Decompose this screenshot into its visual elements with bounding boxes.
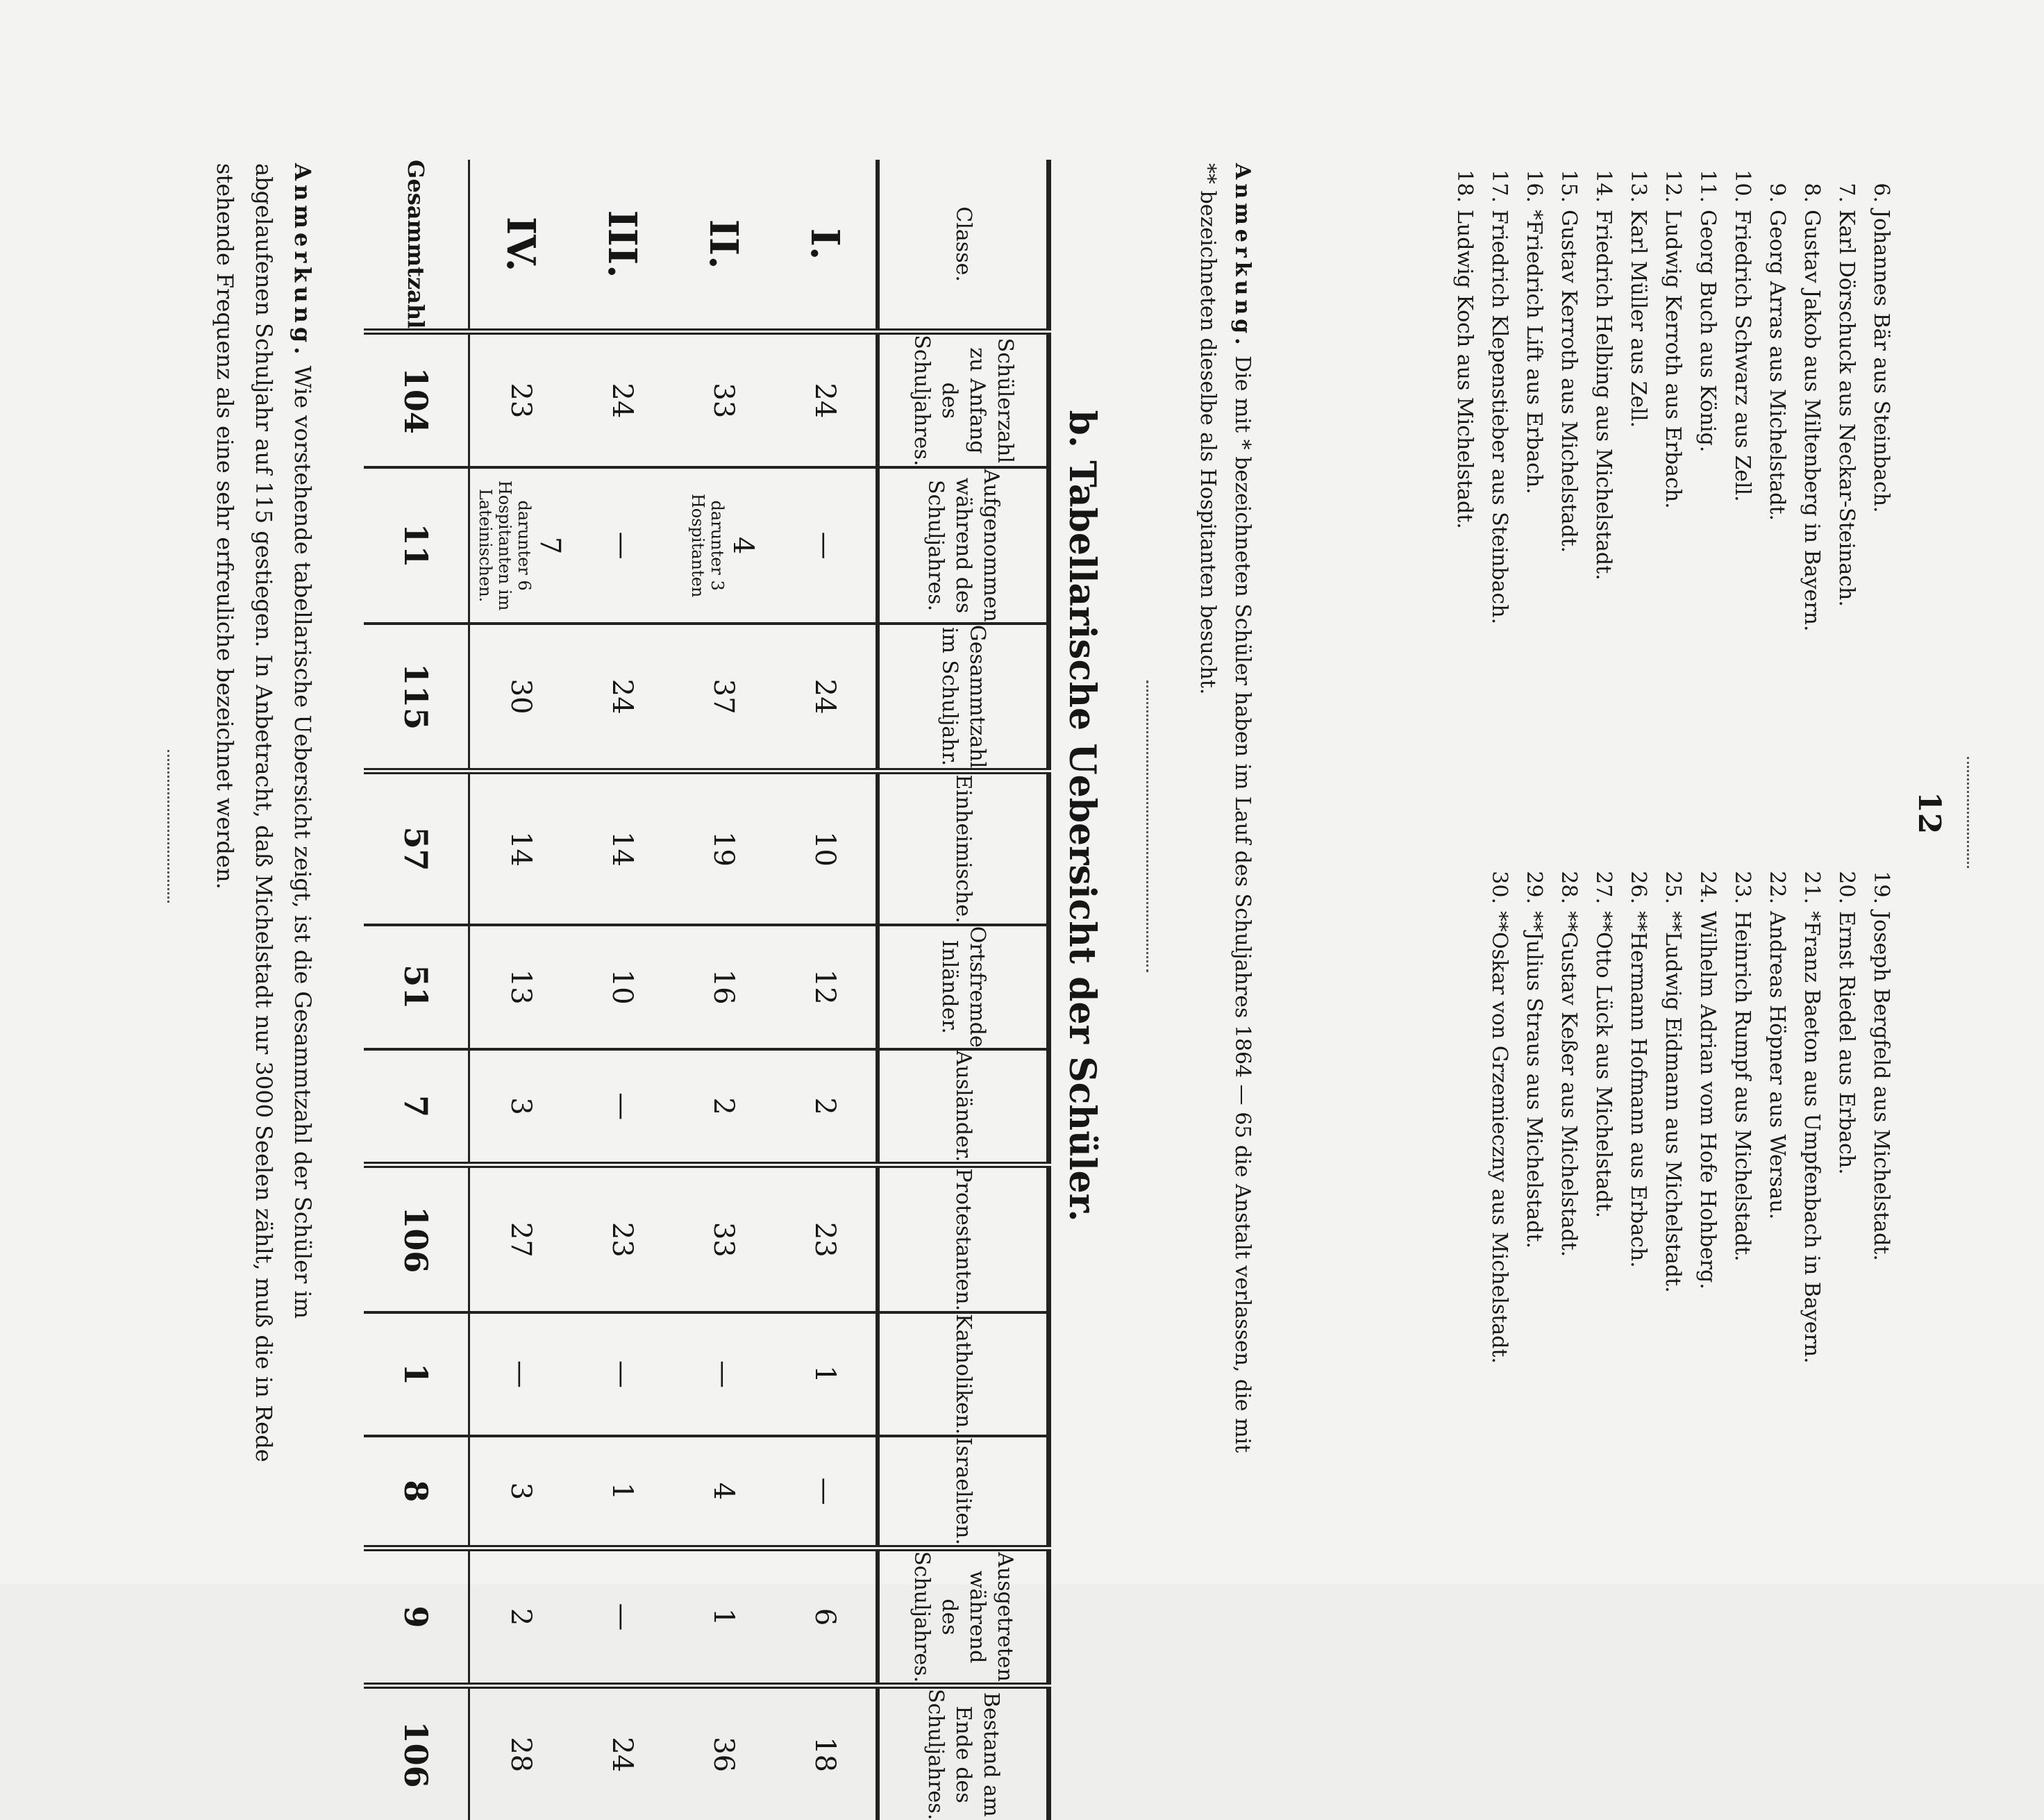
cell-israeliten: 4 — [673, 1436, 774, 1548]
cell-gesammt: 30 — [469, 624, 572, 771]
cell-total-katholiken: 1 — [364, 1312, 469, 1436]
annotation-text: Wie vorstehende tabellarische Uebersicht zeigt, ist die Gesammtzahl der Schüler im abgelaufenen Schuljahr auf 115 gestiegen. In Anbetracht, daß Michelstadt nur 3000 Seelen zählt, muß die in Rede stehende Frequenz als eine sehr erfreuliche bezeichnet werden. — [212, 163, 316, 1462]
cell-katholiken: 1 — [774, 1312, 878, 1436]
list-item: 30.**Oskar von Grzemieczny aus Michelstadt. — [1487, 871, 1511, 1364]
list-item: 27.**Otto Lück aus Michelstadt. — [1591, 871, 1616, 1219]
col-header-bestand: Bestand am Ende des Schuljahres. — [878, 1686, 1049, 1820]
cell-total-inlaender: 51 — [364, 925, 469, 1049]
col-header-anfang: Schülerzahl zu Anfang des Schuljahres. — [878, 332, 1049, 468]
separator-rule — [1146, 681, 1148, 972]
cell-total-ausgetreten: 9 — [364, 1548, 469, 1685]
cell-anfang: 23 — [469, 332, 572, 468]
list-item: 24.Wilhelm Adrian vom Hofe Hohberg. — [1695, 871, 1720, 1289]
table-total-row — [364, 160, 469, 1820]
cell-total-gesammt: 115 — [364, 624, 469, 771]
page-number-rule — [1967, 757, 1969, 868]
col-header-auslaender: Ausländer. — [878, 1049, 1049, 1165]
names-list-left — [1447, 167, 1898, 632]
list-item: 16.*Friedrich Lift aus Erbach. — [1522, 169, 1546, 494]
list-item: 11.Georg Buch aus König. — [1695, 169, 1720, 453]
cell-total-protestanten: 106 — [364, 1165, 469, 1312]
cell-protestanten: 27 — [469, 1165, 572, 1312]
cell-bestand: 36 — [673, 1686, 774, 1820]
cell-inlaender: 16 — [673, 925, 774, 1049]
cell-ausgetreten: 2 — [469, 1548, 572, 1685]
annotation-label: Anmerkung. — [1230, 163, 1255, 349]
cell-aufgenommen: — — [571, 467, 673, 623]
list-item: 9.Georg Arras aus Michelstadt. — [1765, 183, 1789, 521]
table-title: b. Tabellarische Uebersicht der Schüler. — [1061, 410, 1103, 1222]
list-item: 10.Friedrich Schwarz aus Zell. — [1730, 169, 1754, 502]
list-item: 7.Karl Dörschuck aus Neckar-Steinach. — [1834, 183, 1859, 607]
cell-katholiken: — — [469, 1312, 572, 1436]
list-item: 29.**Julius Straus aus Michelstadt. — [1522, 871, 1546, 1249]
cell-einheimische: 14 — [571, 771, 673, 925]
cell-bestand: 18 — [774, 1686, 878, 1820]
cell-total-anfang: 104 — [364, 332, 469, 468]
col-header-classe: Classe. — [878, 160, 1049, 332]
list-item: 23.Heinrich Rumpf aus Michelstadt. — [1730, 871, 1754, 1262]
list-item: 13.Karl Müller aus Zell. — [1626, 169, 1650, 428]
cell-anfang: 24 — [774, 332, 878, 468]
list-item: 12.Ludwig Kerroth aus Erbach. — [1661, 169, 1685, 509]
list-item: 19.Joseph Bergfeld aus Michelstadt. — [1869, 871, 1893, 1261]
table-row — [469, 160, 572, 1820]
col-header-katholiken: Katholiken. — [878, 1312, 1049, 1436]
cell-protestanten: 33 — [673, 1165, 774, 1312]
table-row — [571, 160, 673, 1820]
table-header-row — [878, 160, 1049, 1820]
cell-auslaender: 2 — [673, 1049, 774, 1165]
list-item: 26.**Hermann Hofmann aus Erbach. — [1626, 871, 1650, 1268]
cell-israeliten: 3 — [469, 1436, 572, 1548]
cell-bestand: 28 — [469, 1686, 572, 1820]
cell-classe: II. — [701, 219, 746, 269]
cell-auslaender: — — [571, 1049, 673, 1165]
cell-auslaender: 3 — [469, 1049, 572, 1165]
annotation-label: Anmerkung. — [290, 163, 316, 359]
col-header-protestanten: Protestanten. — [878, 1165, 1049, 1312]
col-header-ausgetreten: Ausgetreten während des Schuljahres. — [878, 1548, 1049, 1685]
cell-anfang: 24 — [571, 332, 673, 468]
list-item: 20.Ernst Riedel aus Erbach. — [1834, 871, 1859, 1175]
cell-einheimische: 14 — [469, 771, 572, 925]
list-item: 6.Johannes Bär aus Steinbach. — [1869, 183, 1893, 513]
cell-gesammt: 24 — [571, 624, 673, 771]
cell-gesammt: 37 — [673, 624, 774, 771]
cell-total-aufgenommen: 11 — [364, 467, 469, 623]
cell-aufgenommen: 4 darunter 3 Hospitanten — [673, 467, 774, 623]
table-row — [673, 160, 774, 1820]
names-list-right — [1482, 868, 1898, 1364]
list-item: 25.**Ludwig Eidmann aus Michelstadt. — [1661, 871, 1685, 1293]
cell-protestanten: 23 — [571, 1165, 673, 1312]
cell-bestand: 24 — [571, 1686, 673, 1820]
cell-ausgetreten: — — [571, 1548, 673, 1685]
cell-katholiken: — — [571, 1312, 673, 1436]
table-row — [774, 160, 878, 1820]
col-header-israeliten: Israeliten. — [878, 1436, 1049, 1548]
cell-aufgenommen: 7 darunter 6 Hospitanten im Lateinischen. — [469, 467, 572, 623]
list-item: 21.*Franz Baeton aus Umpfenbach in Bayern. — [1800, 871, 1824, 1364]
cell-classe: IV. — [498, 216, 544, 272]
col-header-einheimische: Einheimische. — [878, 771, 1049, 925]
list-item: 22.Andreas Höpner aus Wersau. — [1765, 871, 1789, 1220]
cell-einheimische: 10 — [774, 771, 878, 925]
cell-inlaender: 12 — [774, 925, 878, 1049]
cell-total-einheimische: 57 — [364, 771, 469, 925]
cell-total-israeliten: 8 — [364, 1436, 469, 1548]
cell-einheimische: 19 — [673, 771, 774, 925]
cell-gesammt: 24 — [774, 624, 878, 771]
student-overview-table — [364, 160, 1051, 1820]
list-item: 15.Gustav Kerroth aus Michelstadt. — [1557, 169, 1581, 553]
list-item: 14.Friedrich Helbing aus Michelstadt. — [1591, 169, 1616, 581]
annotation-text: Die mit * bezeichneten Schüler haben im Lauf des Schuljahres 1864 — 65 die Anstalt verlassen, die mit ** bezeichneten dieselbe als Hospitanten besucht. — [1196, 163, 1255, 1453]
cell-israeliten: 1 — [571, 1436, 673, 1548]
cell-auslaender: 2 — [774, 1049, 878, 1165]
cell-protestanten: 23 — [774, 1165, 878, 1312]
cell-inlaender: 10 — [571, 925, 673, 1049]
list-item: 8.Gustav Jakob aus Miltenberg in Bayern. — [1800, 183, 1824, 632]
annotation-hospitanten — [1190, 163, 1259, 1469]
list-item: 18.Ludwig Koch aus Michelstadt. — [1452, 169, 1477, 529]
col-header-gesammt: Gesammtzahl im Schuljahr. — [878, 624, 1049, 771]
cell-classe: I. — [802, 228, 848, 260]
list-item: 17.Friedrich Klepenstieber aus Steinbach. — [1487, 169, 1511, 625]
page-number: 12 — [1911, 792, 1947, 835]
cell-anfang: 33 — [673, 332, 774, 468]
cell-ausgetreten: 1 — [673, 1548, 774, 1685]
cell-aufgenommen: — — [774, 467, 878, 623]
cell-katholiken: — — [673, 1312, 774, 1436]
col-header-aufgenommen: Aufgenommen während des Schuljahres. — [878, 467, 1049, 623]
cell-ausgetreten: 6 — [774, 1548, 878, 1685]
cell-total-label: Gesammtzahl — [364, 160, 469, 332]
cell-israeliten: — — [774, 1436, 878, 1548]
end-rule — [167, 750, 169, 903]
col-header-inlaender: Ortsfremde Inländer. — [878, 925, 1049, 1049]
cell-total-bestand: 106 — [364, 1686, 469, 1820]
list-item: 28.**Gustav Keßer aus Michelstadt. — [1557, 871, 1581, 1258]
cell-inlaender: 13 — [469, 925, 572, 1049]
cell-classe: III. — [599, 210, 645, 278]
cell-total-auslaender: 7 — [364, 1049, 469, 1165]
annotation-frequency — [206, 163, 322, 1469]
